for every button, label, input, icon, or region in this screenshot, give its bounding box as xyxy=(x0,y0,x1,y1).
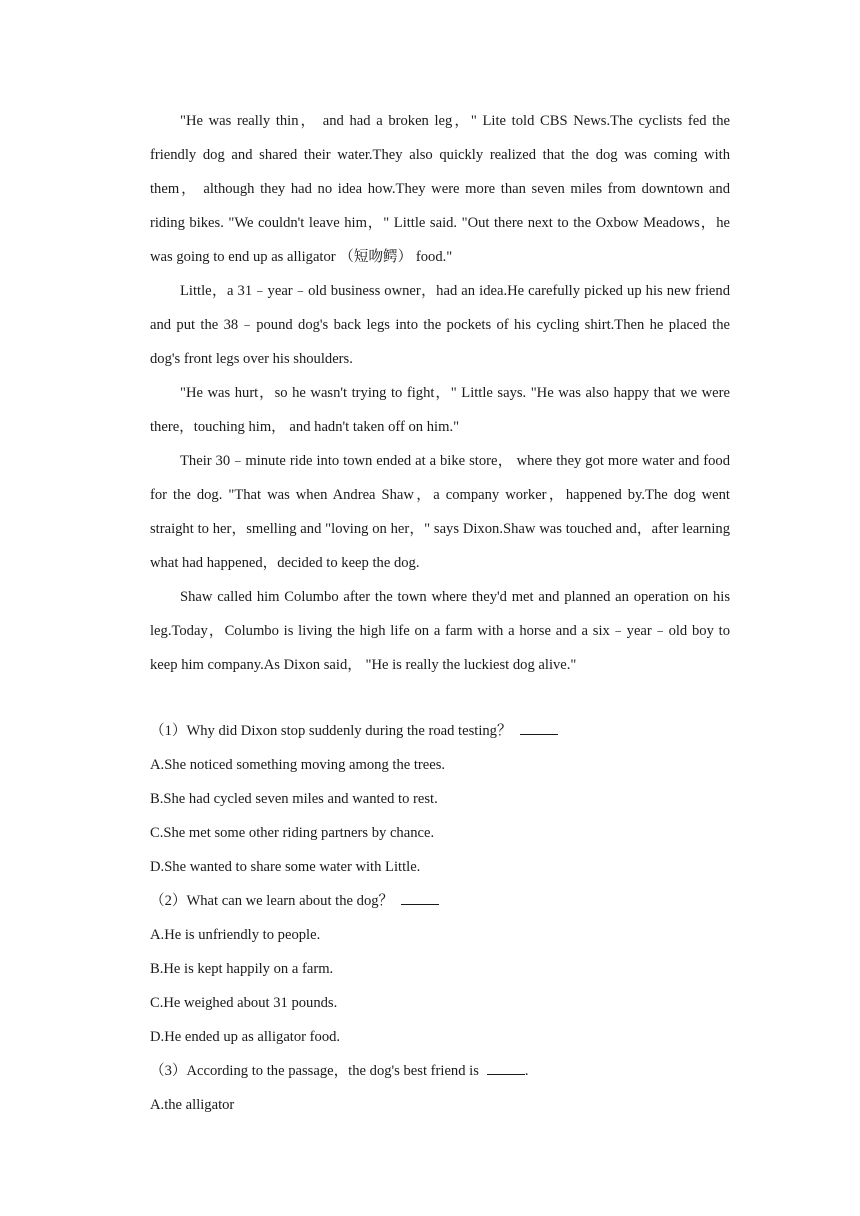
answer-blank xyxy=(487,1060,525,1075)
option-d: D.She wanted to share some water with Little. xyxy=(150,859,421,875)
option-c: C.She met some other riding partners by chance. xyxy=(150,825,435,841)
question-3 xyxy=(150,1054,730,1122)
question-stem-text: （2）What can we learn about the dog？ xyxy=(150,893,394,909)
question-stem-suffix: . xyxy=(524,1063,529,1079)
question-stem-text: （3）According to the passage，the dog's best friend is xyxy=(150,1063,479,1079)
option-c: C.He weighed about 31 pounds. xyxy=(150,995,338,1011)
question-stem xyxy=(150,1054,730,1088)
passage-paragraph-2: Little，a 31﹣year﹣old business owner，had an idea.He carefully picked up his new friend and put the 38﹣pound dog's back legs into the pockets of his cycling shirt.Then he placed the dog's front legs over his shoulders. xyxy=(150,283,730,367)
option-d: D.He ended up as alligator food. xyxy=(150,1029,341,1045)
answer-blank xyxy=(520,720,558,735)
option-a: A.She noticed something moving among the trees. xyxy=(150,757,446,773)
question-2 xyxy=(150,884,730,1054)
section-spacer xyxy=(150,682,730,714)
question-stem xyxy=(150,884,730,918)
option-b: B.She had cycled seven miles and wanted to rest. xyxy=(150,791,438,807)
passage-paragraph-4: Their 30﹣minute ride into town ended at a bike store， where they got more water and food for the dog. "That was when Andrea Shaw，a company worker，happened by.The dog went straight to her，smelling and "loving on her，" says Dixon.Shaw was touched and，after learning what had happened，decided to keep the dog. xyxy=(150,453,730,571)
option-a: A.the alligator xyxy=(150,1097,235,1113)
passage-paragraph-1: "He was really thin， and had a broken leg，" Lite told CBS News.The cyclists fed the friendly dog and shared their water.They also quickly realized that the dog was coming with them， although they had no idea how.They were more than seven miles from downtown and riding bikes. "We couldn't leave him，" Little said. "Out there next to the Oxbow Meadows，he was going to end up as alligator （短吻鳄） food." xyxy=(150,113,730,265)
answer-blank xyxy=(401,890,439,905)
question-stem xyxy=(150,714,730,748)
document-page xyxy=(150,104,730,1122)
question-stem-text: （1）Why did Dixon stop suddenly during the road testing？ xyxy=(150,723,512,739)
passage-paragraph-3: "He was hurt，so he wasn't trying to fight，" Little says. "He was also happy that we were there，touching him， and hadn't taken off on him." xyxy=(150,385,730,435)
option-b: B.He is kept happily on a farm. xyxy=(150,961,334,977)
option-a: A.He is unfriendly to people. xyxy=(150,927,321,943)
question-1 xyxy=(150,714,730,884)
passage-paragraph-5: Shaw called him Columbo after the town where they'd met and planned an operation on his leg.Today，Columbo is living the high life on a farm with a horse and a six﹣year﹣old boy to keep him company.As Dixon said， "He is really the luckiest dog alive." xyxy=(150,589,730,673)
